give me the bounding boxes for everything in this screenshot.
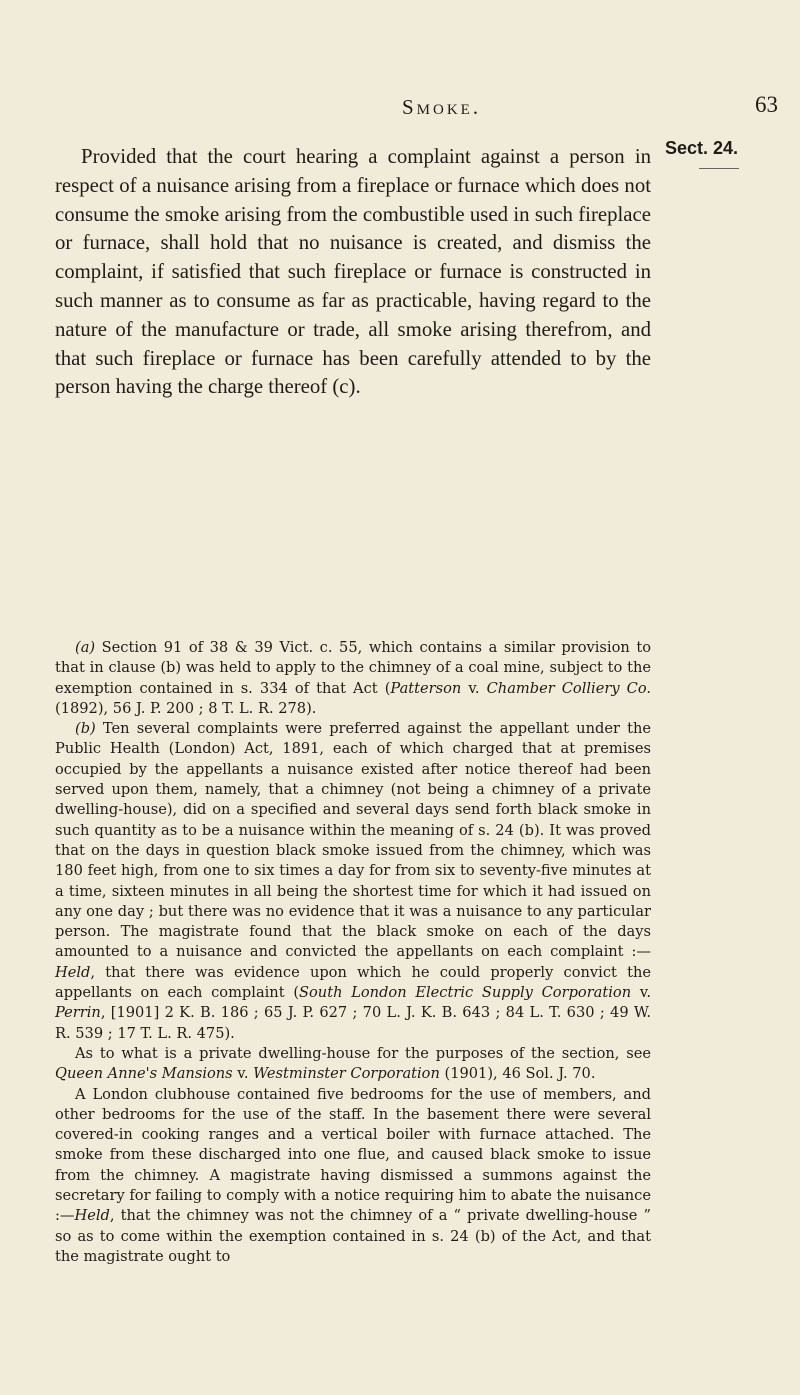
section-marker: Sect. 24.: [665, 138, 739, 158]
dwelling-note-text-2: v.: [232, 1065, 254, 1083]
statute-text: [55, 143, 651, 402]
footnote-a-text-2: v.: [461, 679, 487, 697]
clubhouse-note: [55, 1085, 651, 1268]
dwelling-note-case-1: Queen Anne's Mansions: [55, 1065, 233, 1083]
clubhouse-note-held: Held: [74, 1207, 110, 1225]
clubhouse-note-text-2: , that the chimney was not the chimney of a “ private dwelling-house ” so as to come within the exemption contained in s. 24 (b) of the Act, and that the magistrate ought to: [55, 1207, 651, 1265]
footnote-b-case-1: South London Electric Supply Corporation: [299, 984, 632, 1002]
footnote-a-case-2: Chamber Colliery Co.: [486, 679, 652, 697]
footnotes: [55, 638, 651, 1267]
dwelling-house-note: [55, 1044, 651, 1085]
statute-paragraph: Provided that the court hearing a complaint against a person in respect of a nuisance arising from a fireplace or furnace which does not consume the smoke arising from the combustible used in such fireplace or furnace, shall hold that no nuisance is created, and dismiss the complaint, if satisfied that such fireplace or furnace is constructed in such manner as to consume as far as practicable, having regard to the nature of the manufacture or trade, all smoke arising therefrom, and that such fireplace or furnace has been carefully attended to by the person having the charge thereof (c).: [55, 145, 651, 399]
footnote-b-case-2: Perrin: [55, 1004, 101, 1022]
footnote-b: [55, 719, 651, 1044]
footnote-b-label: (b): [75, 720, 96, 738]
footnote-a-case-1: Patterson: [390, 679, 462, 697]
page-number: 63: [755, 92, 778, 117]
running-head: Smoke.: [402, 95, 482, 119]
dwelling-note-case-2: Westminster Corporation: [253, 1065, 440, 1083]
section-marker-rule: [699, 168, 739, 169]
dwelling-note-text-1: As to what is a private dwelling-house for the purposes of the section, see: [75, 1044, 651, 1062]
dwelling-note-text-3: (1901), 46 Sol. J. 70.: [439, 1065, 596, 1083]
footnote-b-held: Held: [55, 963, 91, 981]
footnote-a: [55, 638, 651, 719]
footnote-a-text-3: (1892), 56 J. P. 200 ; 8 T. L. R. 278).: [55, 699, 317, 717]
footnote-a-text-1: Section 91 of 38 & 39 Vict. c. 55, which contains a similar provision to that in clause (b) was held to apply to the chimney of a coal mine, subject to the exemption contained in s. 334 of that Act (: [55, 639, 651, 697]
footnote-b-text-1: Ten several complaints were preferred against the appellant under the Public Health (London) Act, 1891, each of which charged that at premises occupied by the appellants a nuisance existed after notice thereof had been served upon them, namely, that a chimney (not being a chimney of a private dwelling-house), did on a specified and several days send forth black smoke in such quantity as to be a nuisance within the meaning of s. 24 (b). It was proved that on the days in question black smoke issued from the chimney, which was 180 feet high, from one to six times a day for from six to seventy-five minutes at a time, sixteen minutes in all being the shortest time for which it had issued on any one day ; but there was no evidence that it was a nuisance to any particular person. The magistrate found that the black smoke on each of the days amounted to a nuisance and convicted the appellants on each complaint :—: [55, 720, 651, 961]
footnote-b-text-3: v.: [631, 984, 651, 1002]
clubhouse-note-text-1: A London clubhouse contained five bedrooms for the use of members, and other bedrooms for the use of the staff. In the basement there were several covered-in cooking ranges and a vertical boiler with furnace attached. The smoke from these discharged into one flue, and caused black smoke to issue from the chimney. A magistrate having dismissed a summons against the secretary for failing to comply with a notice requiring him to abate the nuisance :—: [55, 1085, 651, 1225]
footnote-a-label: (a): [75, 639, 96, 656]
footnote-b-text-2: , that there was evidence upon which he could properly convict the appellants on each complaint (: [55, 963, 651, 1002]
footnote-b-text-4: , [1901] 2 K. B. 186 ; 65 J. P. 627 ; 70 L. J. K. B. 643 ; 84 L. T. 630 ; 49 W. R. 539 ; 17 T. L. R. 475).: [55, 1004, 651, 1042]
